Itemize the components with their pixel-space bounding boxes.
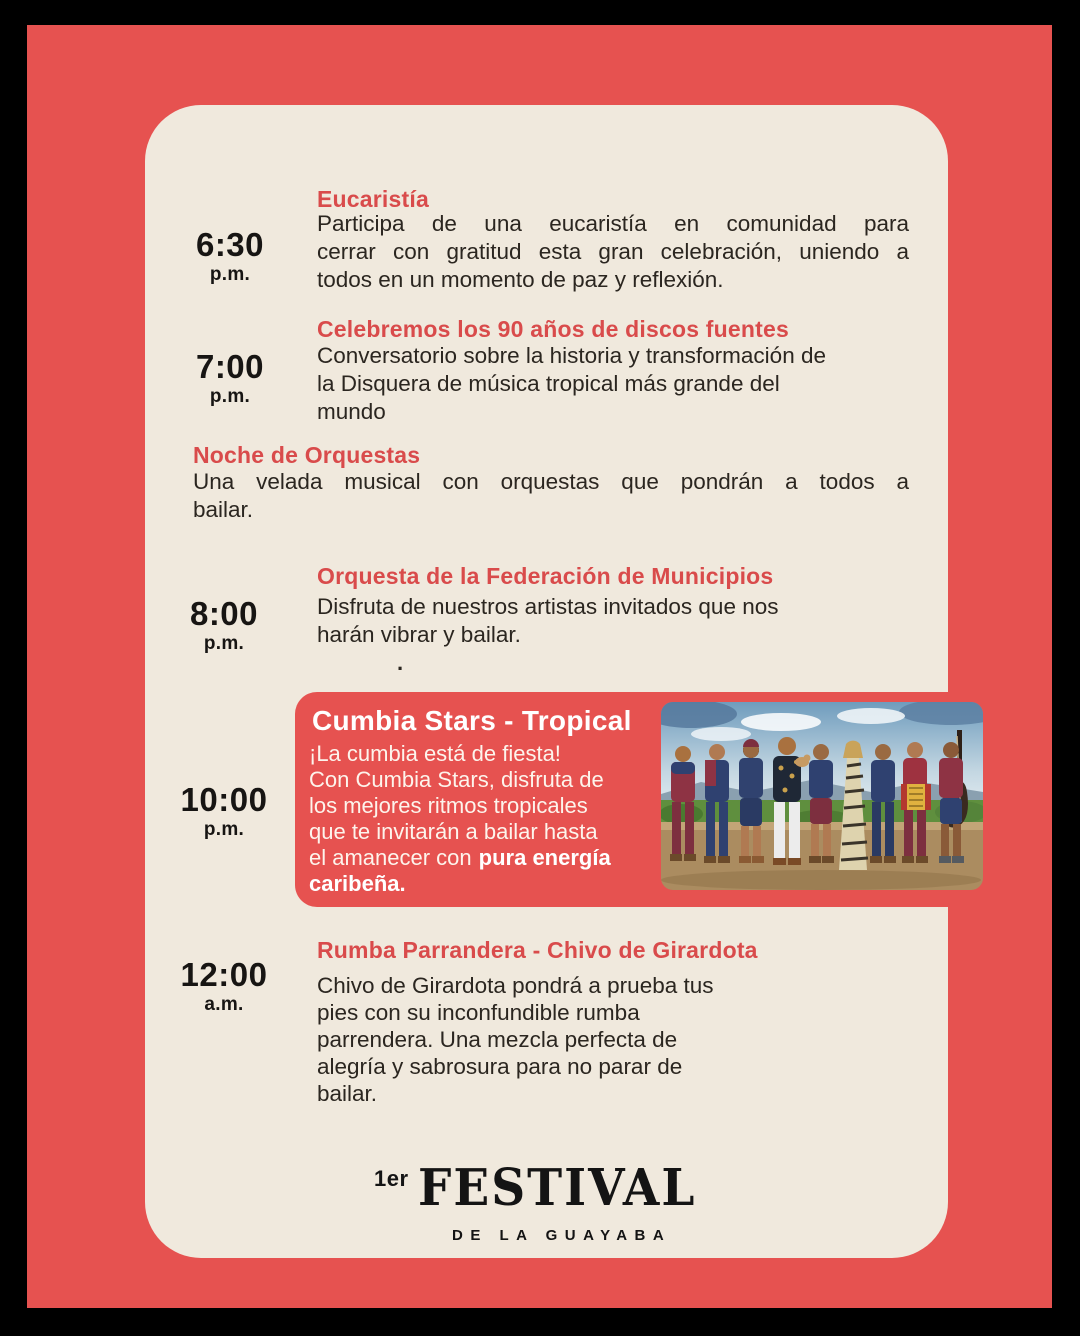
time-value: 10:00 bbox=[180, 781, 268, 818]
section-description-noche-de-orquestas bbox=[193, 468, 909, 524]
cumbia-stars-band-photo bbox=[661, 702, 983, 890]
time-meridiem: p.m. bbox=[209, 386, 251, 407]
description-line: alegría y sabrosura para no parar de bbox=[317, 1054, 683, 1079]
event-description-discos-fuentes bbox=[317, 342, 909, 426]
event-title-rumba-parrandera: Rumba Parrandera - Chivo de Girardota bbox=[317, 937, 758, 963]
description-line: los mejores ritmos tropicales bbox=[309, 793, 588, 818]
time-meridiem: a.m. bbox=[204, 994, 244, 1015]
description-line: bailar. bbox=[317, 1081, 378, 1106]
logo-edition-number: 1er bbox=[374, 1166, 409, 1191]
description-line: bailar. bbox=[193, 497, 254, 522]
time-1200am bbox=[168, 958, 280, 1014]
event-title-orquesta-federacion: Orquesta de la Federación de Municipios bbox=[317, 563, 774, 589]
description-line: harán vibrar y bailar. bbox=[317, 622, 521, 647]
stray-period-mark: . bbox=[397, 650, 404, 675]
description-line: el amanecer con pura energía bbox=[309, 845, 611, 870]
time-800pm bbox=[172, 597, 276, 653]
description-line: mundo bbox=[317, 399, 386, 424]
description-line: Participa de una eucaristía en comunidad para bbox=[317, 211, 909, 236]
event-description-cumbia-stars bbox=[309, 741, 661, 897]
event-title-discos-fuentes: Celebremos los 90 años de discos fuentes bbox=[317, 316, 789, 342]
description-line: Conversatorio sobre la historia y transformación de bbox=[317, 343, 826, 368]
event-description-eucaristia bbox=[317, 210, 909, 294]
description-line: pies con su inconfundible rumba bbox=[317, 1000, 640, 1025]
description-line: todos en un momento de paz y reflexión. bbox=[317, 267, 724, 292]
description-line: cerrar con gratitud esta gran celebración, uniendo a bbox=[317, 239, 909, 264]
description-line: que te invitarán a bailar hasta bbox=[309, 819, 598, 844]
time-630pm bbox=[178, 228, 282, 284]
event-title-cumbia-stars: Cumbia Stars - Tropical bbox=[312, 705, 632, 736]
time-value: 8:00 bbox=[189, 595, 259, 632]
description-line: Disfruta de nuestros artistas invitados que nos bbox=[317, 594, 779, 619]
event-title-eucaristia: Eucaristía bbox=[317, 186, 429, 212]
time-value: 6:30 bbox=[195, 226, 265, 263]
event-description-orquesta-federacion bbox=[317, 593, 877, 649]
description-line: parrendera. Una mezcla perfecta de bbox=[317, 1027, 678, 1052]
description-line: Chivo de Girardota pondrá a prueba tus bbox=[317, 973, 714, 998]
logo-subtitle: DE LA GUAYABA bbox=[452, 1227, 672, 1244]
time-meridiem: p.m. bbox=[203, 633, 245, 654]
description-line: ¡La cumbia está de fiesta! bbox=[309, 741, 561, 766]
section-title-noche-de-orquestas: Noche de Orquestas bbox=[193, 442, 421, 468]
description-line: Con Cumbia Stars, disfruta de bbox=[309, 767, 604, 792]
time-value: 7:00 bbox=[195, 348, 265, 385]
time-meridiem: p.m. bbox=[203, 819, 245, 840]
band-photo-illustration bbox=[661, 702, 983, 890]
event-description-rumba-parrandera bbox=[317, 972, 752, 1107]
logo-festival-wordmark: FESTIVAL bbox=[418, 1158, 697, 1219]
time-700pm bbox=[178, 350, 282, 406]
description-line: caribeña. bbox=[309, 871, 406, 896]
time-1000pm bbox=[168, 783, 280, 839]
time-value: 12:00 bbox=[180, 956, 268, 993]
time-meridiem: p.m. bbox=[209, 264, 251, 285]
description-line: Una velada musical con orquestas que pondrán a todos a bbox=[193, 469, 909, 494]
description-line: la Disquera de música tropical más grande del bbox=[317, 371, 780, 396]
